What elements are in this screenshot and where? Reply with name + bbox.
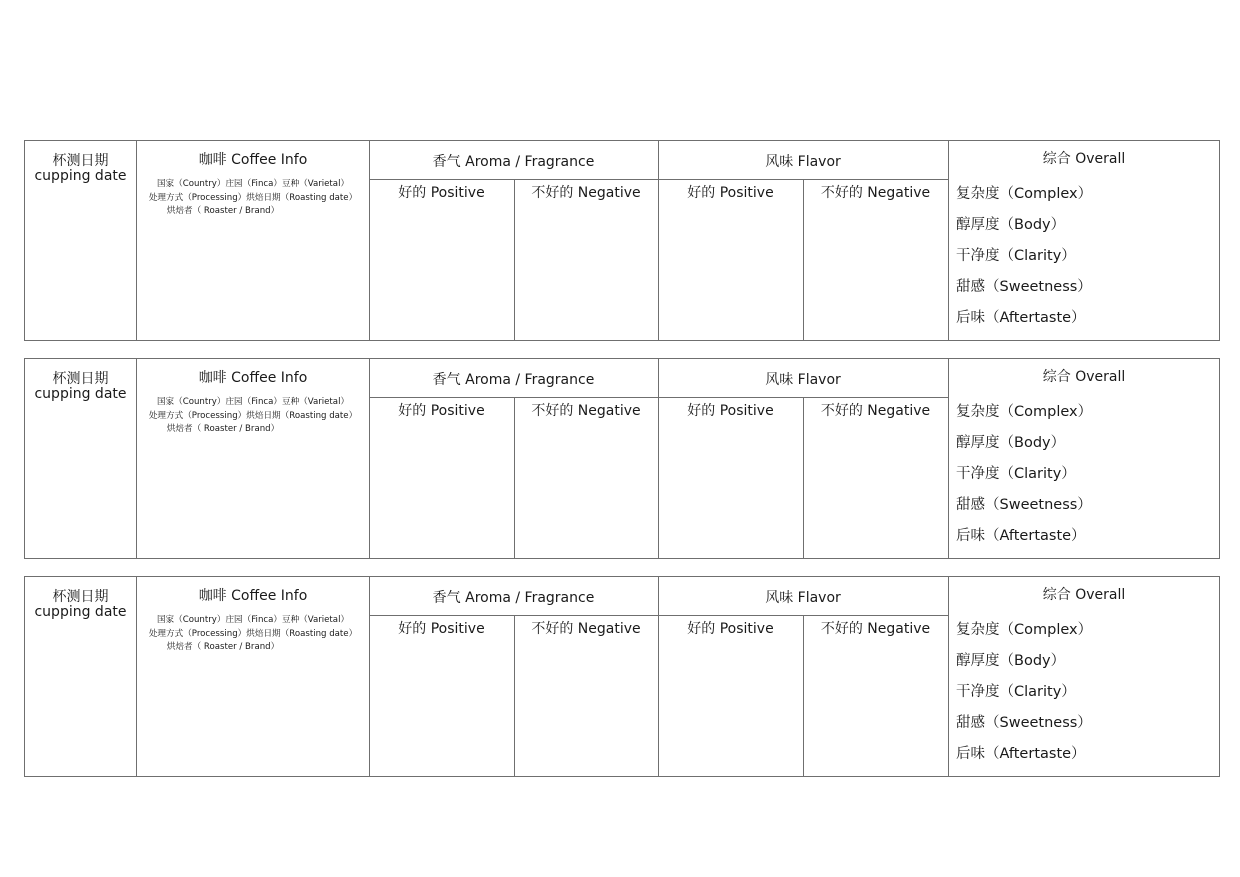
aroma-negative-label: 不好的 Negative	[531, 621, 641, 637]
divider-flavor-sub	[803, 179, 804, 340]
aroma-positive-label: 好的 Positive	[398, 621, 485, 637]
overall-title: 综合 Overall	[1042, 151, 1126, 167]
attribute-aftertaste: 后味（Aftertaste）	[956, 746, 1086, 762]
attribute-clarity: 干净度（Clarity）	[956, 248, 1076, 264]
coffee-info-line-processing: 处理方式（Processing）烘焙日期（Roasting date）	[148, 629, 358, 639]
aroma-positive-label: 好的 Positive	[398, 403, 485, 419]
coffee-info-line-processing: 处理方式（Processing）烘焙日期（Roasting date）	[148, 411, 358, 421]
cupping-date-label-zh: 杯测日期	[52, 153, 109, 169]
flavor-title: 风味 Flavor	[765, 372, 841, 388]
flavor-positive-label: 好的 Positive	[687, 403, 774, 419]
coffee-info-title: 咖啡 Coffee Info	[198, 370, 308, 386]
coffee-info-title: 咖啡 Coffee Info	[198, 152, 308, 168]
attribute-complex: 复杂度（Complex）	[956, 404, 1093, 420]
attribute-clarity: 干净度（Clarity）	[956, 684, 1076, 700]
coffee-info-line-processing: 处理方式（Processing）烘焙日期（Roasting date）	[148, 193, 358, 203]
attribute-clarity: 干净度（Clarity）	[956, 466, 1076, 482]
divider-date	[136, 577, 137, 776]
divider-aroma-sub	[514, 179, 515, 340]
flavor-title: 风味 Flavor	[765, 154, 841, 170]
flavor-title: 风味 Flavor	[765, 590, 841, 606]
flavor-positive-label: 好的 Positive	[687, 621, 774, 637]
divider-date	[136, 141, 137, 340]
flavor-negative-label: 不好的 Negative	[820, 185, 931, 201]
attribute-sweetness: 甜感（Sweetness）	[956, 497, 1092, 513]
coffee-info-line-origin: 国家（Country）庄园（Finca）豆种（Varietal）	[156, 397, 350, 407]
divider-subheader	[369, 179, 948, 180]
aroma-title: 香气 Aroma / Fragrance	[432, 372, 595, 388]
cupping-card-1	[24, 140, 1220, 341]
divider-flavor	[948, 577, 949, 776]
divider-flavor	[948, 359, 949, 558]
cupping-date-label-en: cupping date	[34, 386, 127, 402]
aroma-title: 香气 Aroma / Fragrance	[432, 590, 595, 606]
attribute-complex: 复杂度（Complex）	[956, 622, 1093, 638]
divider-aroma-sub	[514, 397, 515, 558]
cupping-card-2	[24, 358, 1220, 559]
coffee-info-line-roaster: 烘焙者（ Roaster / Brand）	[166, 642, 280, 652]
aroma-title: 香气 Aroma / Fragrance	[432, 154, 595, 170]
attribute-sweetness: 甜感（Sweetness）	[956, 279, 1092, 295]
coffee-info-line-origin: 国家（Country）庄园（Finca）豆种（Varietal）	[156, 179, 350, 189]
flavor-negative-label: 不好的 Negative	[820, 621, 931, 637]
attribute-aftertaste: 后味（Aftertaste）	[956, 528, 1086, 544]
cupping-date-label-en: cupping date	[34, 604, 127, 620]
aroma-negative-label: 不好的 Negative	[531, 403, 641, 419]
cupping-date-label-zh: 杯测日期	[52, 371, 109, 387]
coffee-info-line-roaster: 烘焙者（ Roaster / Brand）	[166, 424, 280, 434]
coffee-info-line-origin: 国家（Country）庄园（Finca）豆种（Varietal）	[156, 615, 350, 625]
attribute-complex: 复杂度（Complex）	[956, 186, 1093, 202]
coffee-info-line-roaster: 烘焙者（ Roaster / Brand）	[166, 206, 280, 216]
aroma-positive-label: 好的 Positive	[398, 185, 485, 201]
divider-aroma-sub	[514, 615, 515, 776]
attribute-aftertaste: 后味（Aftertaste）	[956, 310, 1086, 326]
overall-title: 综合 Overall	[1042, 369, 1126, 385]
cupping-card-3	[24, 576, 1220, 777]
attribute-body: 醇厚度（Body）	[956, 217, 1066, 233]
divider-flavor-sub	[803, 397, 804, 558]
cupping-date-label-zh: 杯测日期	[52, 589, 109, 605]
divider-subheader	[369, 615, 948, 616]
divider-flavor-sub	[803, 615, 804, 776]
overall-title: 综合 Overall	[1042, 587, 1126, 603]
coffee-info-title: 咖啡 Coffee Info	[198, 588, 308, 604]
divider-flavor	[948, 141, 949, 340]
divider-date	[136, 359, 137, 558]
cupping-date-label-en: cupping date	[34, 168, 127, 184]
attribute-body: 醇厚度（Body）	[956, 435, 1066, 451]
aroma-negative-label: 不好的 Negative	[531, 185, 641, 201]
attribute-sweetness: 甜感（Sweetness）	[956, 715, 1092, 731]
divider-subheader	[369, 397, 948, 398]
flavor-positive-label: 好的 Positive	[687, 185, 774, 201]
flavor-negative-label: 不好的 Negative	[820, 403, 931, 419]
attribute-body: 醇厚度（Body）	[956, 653, 1066, 669]
